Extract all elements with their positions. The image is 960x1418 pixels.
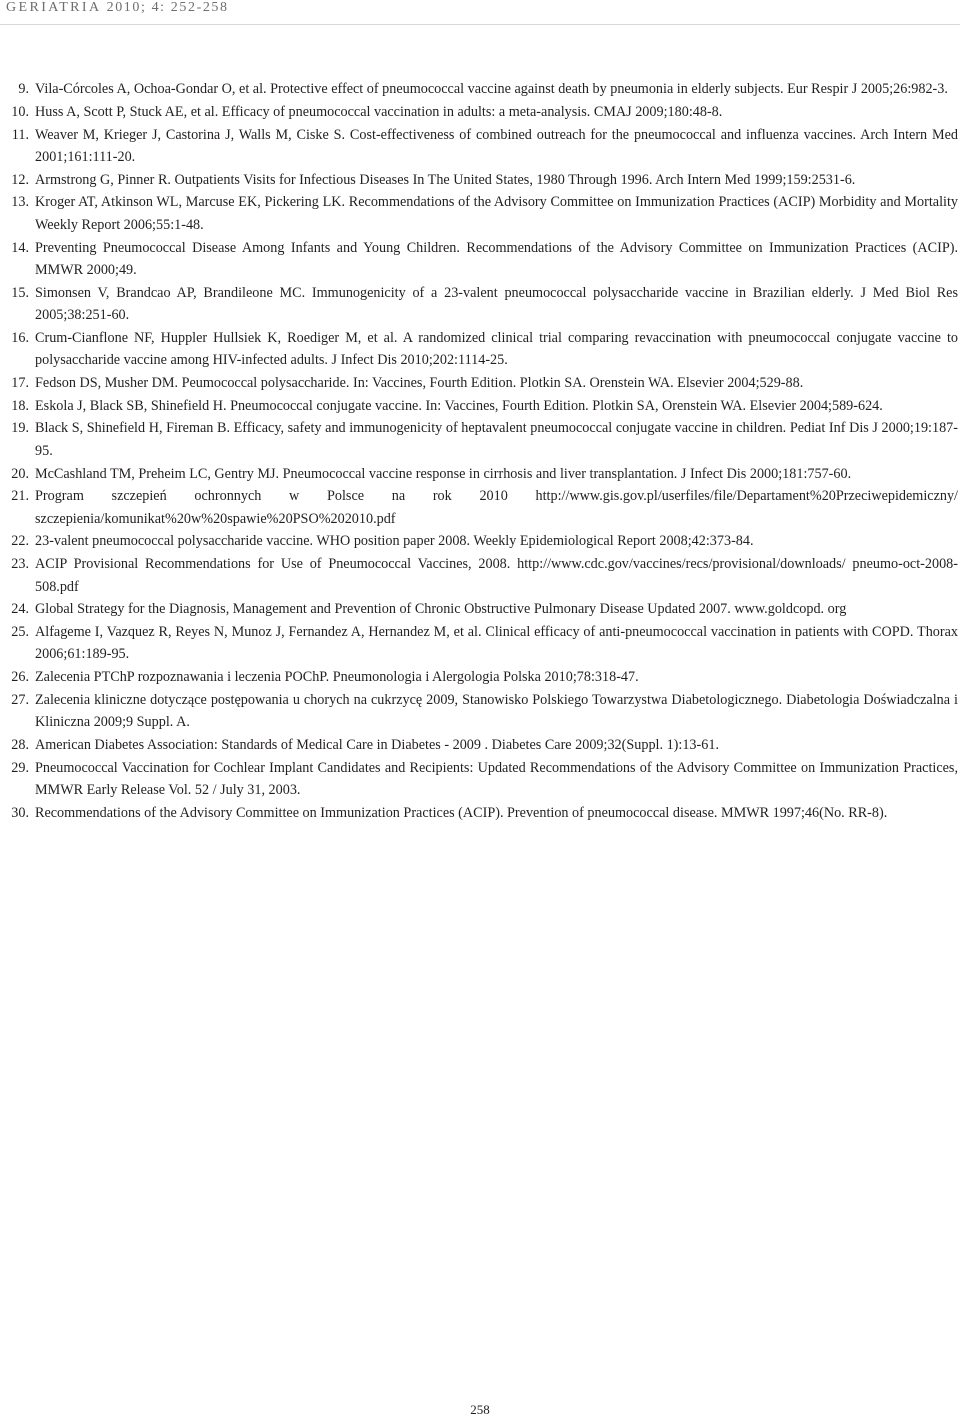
reference-number-label: 25.	[11, 624, 29, 641]
reference-number	[0, 553, 29, 575]
reference-number-label: 16.	[11, 329, 29, 346]
reference-item	[0, 757, 958, 802]
reference-number-label: 22.	[11, 533, 29, 550]
reference-number-label: 19.	[11, 420, 29, 437]
reference-text: 23-valent pneumococcal polysaccharide vaccine. WHO position paper 2008. Weekly Epidemiological Report 2008;42:373-84.	[35, 533, 754, 550]
reference-item	[0, 802, 958, 824]
reference-text: Weaver M, Krieger J, Castorina J, Walls M, Ciske S. Cost-effectiveness of combined outreach for the pneumococcal and influenza vaccines. Arch Intern Med 2001;161:111-20.	[35, 126, 958, 165]
reference-number	[0, 689, 29, 711]
reference-item	[0, 598, 958, 620]
reference-number-label: 14.	[11, 239, 29, 256]
reference-number-label: 9.	[18, 81, 29, 97]
reference-item	[0, 101, 958, 123]
reference-item	[0, 734, 958, 756]
reference-text: Zalecenia PTChP rozpoznawania i leczenia POChP. Pneumonologia i Alergologia Polska 2010;78:318-47.	[35, 669, 639, 686]
reference-number	[0, 598, 29, 620]
reference-text: Simonsen V, Brandcao AP, Brandileone MC. Immunogenicity of a 23-valent pneumococcal polysaccharide vaccine in Brazilian elderly. J Med Biol Res 2005;38:251-60.	[35, 284, 958, 323]
reference-text: McCashland TM, Preheim LC, Gentry MJ. Pneumococcal vaccine response in cirrhosis and liver transplantation. J Infect Dis 2000;181:757-60.	[35, 465, 852, 482]
reference-text: Eskola J, Black SB, Shinefield H. Pneumococcal conjugate vaccine. In: Vaccines, Fourth Edition. Plotkin SA, Orenstein WA. Elsevier 2004;589-624.	[35, 397, 883, 414]
reference-number	[0, 191, 29, 213]
reference-number-label: 10.	[11, 103, 29, 120]
reference-item	[0, 327, 958, 372]
reference-text: American Diabetes Association: Standards of Medical Care in Diabetes - 2009 . Diabetes Care 2009;32(Suppl. 1):13-61.	[35, 737, 719, 754]
reference-number	[0, 282, 29, 304]
journal-name: GERIATRIA	[6, 0, 102, 15]
reference-number	[0, 734, 29, 756]
reference-text: Alfageme I, Vazquez R, Reyes N, Munoz J, Fernandez A, Hernandez M, et al. Clinical efficacy of anti-pneumococcal vaccination in patients with COPD. Thorax 2006;61:189-95.	[35, 624, 958, 663]
reference-text: Kroger AT, Atkinson WL, Marcuse EK, Pickering LK. Recommendations of the Advisory Committee on Immunization Practices (ACIP) Morbidity and Mortality Weekly Report 2006;55:1-48.	[35, 194, 958, 233]
reference-text: Pneumococcal Vaccination for Cochlear Implant Candidates and Recipients: Updated Recommendations of the Advisory Committee on Immunization Practices, MMWR Early Release Vol. 52 / July 31, 2003.	[35, 759, 958, 799]
reference-number	[0, 78, 29, 100]
reference-number	[0, 666, 29, 688]
reference-number-label: 28.	[11, 737, 29, 754]
reference-item	[0, 169, 958, 191]
reference-item	[0, 78, 958, 100]
reference-number-label: 30.	[11, 805, 29, 821]
reference-number-label: 17.	[11, 374, 29, 391]
running-header	[6, 0, 606, 22]
reference-text: Huss A, Scott P, Stuck AE, et al. Efficacy of pneumococcal vaccination in adults: a meta-analysis. CMAJ 2009;180:48-8.	[35, 103, 723, 120]
reference-number-label: 13.	[11, 194, 29, 211]
reference-item	[0, 689, 958, 734]
reference-number	[0, 463, 29, 485]
reference-number	[0, 372, 29, 394]
reference-number	[0, 124, 29, 146]
reference-item	[0, 463, 958, 485]
reference-item	[0, 395, 958, 417]
reference-number-label: 24.	[11, 601, 29, 618]
reference-text: Global Strategy for the Diagnosis, Management and Prevention of Chronic Obstructive Pulmonary Disease Updated 2007. www.goldcopd. org	[35, 601, 847, 618]
reference-number	[0, 395, 29, 417]
reference-number	[0, 417, 29, 439]
reference-item	[0, 485, 958, 530]
reference-text: Recommendations of the Advisory Committee on Immunization Practices (ACIP). Prevention of pneumococcal disease. MMWR 1997;46(No. RR-8).	[35, 805, 888, 821]
reference-item	[0, 191, 958, 236]
page-number: 258	[470, 1402, 490, 1417]
reference-list	[0, 78, 958, 825]
reference-text: Program szczepień ochronnych w Polsce na rok 2010 http://www.gis.gov.pl/userfiles/file/Departament%20Przeciwepidemiczny/ szczepienia/komunikat%20w%20spawie%20PSO%202010.pdf	[35, 488, 958, 527]
reference-text: Vila-Córcoles A, Ochoa-Gondar O, et al. Protective effect of pneumococcal vaccine against death by pneumonia in elderly subjects. Eur Respir J 2005;26:982-3.	[35, 81, 948, 97]
reference-text: Preventing Pneumococcal Disease Among Infants and Young Children. Recommendations of the Advisory Committee on Immunization Practices (ACIP). MMWR 2000;49.	[35, 239, 958, 278]
reference-number	[0, 101, 29, 123]
reference-number-label: 20.	[11, 465, 29, 482]
reference-item	[0, 553, 958, 598]
reference-item	[0, 666, 958, 688]
reference-text: ACIP Provisional Recommendations for Use of Pneumococcal Vaccines, 2008. http://www.cdc.gov/vaccines/recs/provisional/downloads/ pneumo-oct-2008-508.pdf	[35, 556, 958, 595]
reference-number-label: 11.	[11, 126, 29, 143]
reference-text: Fedson DS, Musher DM. Peumococcal polysaccharide. In: Vaccines, Fourth Edition. Plotkin SA. Orenstein WA. Elsevier 2004;529-88.	[35, 374, 804, 391]
reference-text: Zalecenia kliniczne dotyczące postępowania u chorych na cukrzycę 2009, Stanowisko Polskiego Towarzystwa Diabetologicznego. Diabetologia Doświadczalna i Kliniczna 2009;9 Suppl. A.	[35, 692, 958, 731]
reference-number-label: 26.	[11, 669, 29, 686]
reference-number	[0, 802, 29, 824]
reference-item	[0, 417, 958, 462]
reference-item	[0, 530, 958, 552]
reference-text: Black S, Shinefield H, Fireman B. Efficacy, safety and immunogenicity of heptavalent pneumococcal conjugate vaccine in children. Pediat Inf Dis J 2000;19:187-95.	[35, 420, 958, 459]
reference-number-label: 27.	[11, 692, 29, 709]
reference-number	[0, 757, 29, 779]
reference-item	[0, 237, 958, 282]
reference-number-label: 21.	[11, 488, 29, 505]
reference-number	[0, 327, 29, 349]
header-divider	[0, 24, 960, 25]
reference-item	[0, 372, 958, 394]
reference-number	[0, 530, 29, 552]
reference-item	[0, 621, 958, 666]
reference-number	[0, 485, 29, 507]
reference-number	[0, 621, 29, 643]
reference-number-label: 23.	[11, 556, 29, 573]
reference-text: Armstrong G, Pinner R. Outpatients Visits for Infectious Diseases In The United States, 1980 Through 1996. Arch Intern Med 1999;159:2531-6.	[35, 171, 856, 188]
reference-item	[0, 282, 958, 327]
reference-number-label: 18.	[11, 397, 29, 414]
reference-text: Crum-Cianflone NF, Huppler Hullsiek K, Roediger M, et al. A randomized clinical trial comparing revaccination with pneumococcal conjugate vaccine to polysaccharide vaccine among HIV-infected adults. J Infect Dis 2010;202:1114-25.	[35, 329, 958, 369]
reference-number-label: 15.	[11, 284, 29, 301]
reference-number-label: 12.	[11, 171, 29, 188]
reference-number	[0, 169, 29, 191]
reference-number	[0, 237, 29, 259]
journal-citation: 2010; 4: 252-258	[106, 0, 229, 15]
reference-number-label: 29.	[11, 759, 29, 776]
reference-item	[0, 124, 958, 169]
